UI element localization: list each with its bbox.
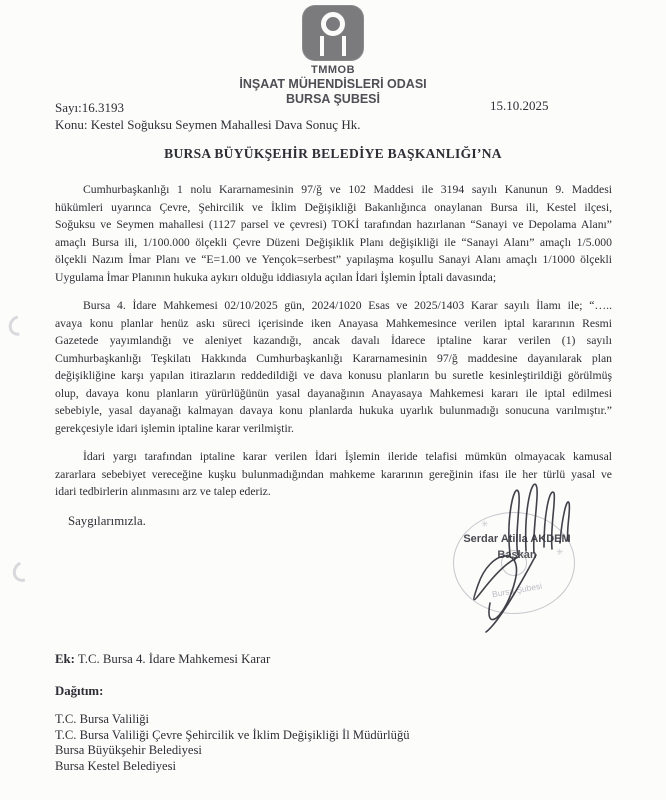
list-item: Bursa Kestel Belediyesi — [55, 758, 177, 773]
subject-line — [55, 117, 360, 133]
list-item: T.C. Bursa Valiliği Çevre Şehircilik ve İklim Değişikliği İl Müdürlüğü — [55, 727, 410, 742]
stamp-text: Bursa Şubesi — [491, 580, 543, 600]
distribution-list — [55, 712, 410, 774]
closing-salutation: Saygılarımızla. — [68, 514, 146, 528]
body-line: Soğuksu ve Seymen mahallesi (1127 parsel ve çevresi) TOKİ tarafından hazırlanan “Sanayi ve Depolama Alanı” — [55, 218, 612, 231]
body-line: amaçlı Bursa ili, 1/100.000 ölçekli Çevre Düzeni Değişiklik Planı değişikliği ile “Sanayi Alanı” amaçlı 1/5.000 — [55, 235, 612, 249]
body-line: zararlara sebebiyet vereceğine kuşku bulunmadığından mahkeme kararının gereğinin ifası ile her türlü yasal ve — [55, 467, 612, 481]
paragraph — [55, 181, 612, 286]
reference-label: Sayı: — [55, 100, 82, 115]
signer-name: Serdar Atilla AKDEM — [463, 533, 571, 545]
body-line: İdari yargı tarafından iptaline karar verilen İdari İşlemin ileride telafisi mümkün olmayacak kamusal — [83, 450, 612, 463]
org-abbreviation: TMMOB — [310, 64, 356, 76]
body-line: avaya konu planlar henüz askı süreci içerisinde iken Anayasa Mahkemesince verilen iptal kararının Resmi — [55, 316, 612, 330]
signer-title: Başkan — [497, 549, 537, 561]
list-item: Bursa Büyükşehir Belediyesi — [55, 743, 202, 758]
body-line: Cumhurbaşkanlığı Teşkilatı Hakkında Cumhurbaşkanlığı Kararnamesinin 97/ğ maddesine dayanılarak plan — [55, 351, 612, 365]
body-line: sebebiyle, yasal dayanağı kalmayan davaya konu planlarda hukuka uyarlık bulunmadığı sonucuna varılmıştır.” — [55, 404, 612, 417]
letter-body — [55, 181, 612, 512]
body-line: Uygulama İmar Planının hukuka aykırı olduğu iddiasıyla açılan İdari İşlemin İptali davasında; — [55, 270, 497, 284]
scan-smudge-mark — [5, 311, 33, 339]
body-line: değişikliğine karşı yapılan itirazların reddedildiği ve dava konusu planların bu suretle kesinleştirildiği görülmüş — [55, 369, 612, 382]
logo-slot-left — [320, 36, 324, 56]
handwritten-signature — [448, 477, 598, 637]
subject-value: Kestel Soğuksu Seymen Mahallesi Dava Sonuç Hk. — [87, 117, 361, 132]
body-line: hükümleri uyarınca Çevre, Şehircilik ve İklim Değişikliği Bakanlığınca onaylanan Bursa ili, Kestel ilçesi, — [55, 200, 612, 214]
branch-name: BURSA ŞUBESİ — [286, 92, 380, 106]
list-item: T.C. Bursa Valiliği — [55, 712, 149, 726]
scan-smudge-mark — [9, 558, 35, 585]
stamp-star-icon: ✳ — [481, 519, 489, 529]
attachment-text: T.C. Bursa 4. İdare Mahkemesi Karar — [74, 652, 271, 666]
distribution-label: Dağıtım: — [55, 684, 104, 698]
reference-number — [55, 100, 124, 116]
subject-label: Konu: — [55, 117, 88, 132]
body-line: olup, davaya konu planların yürürlüğünün yasal dayanağının Anayasaya Mahkemesi kararı ile iptal edilmesi — [55, 386, 612, 400]
stamp-star-icon: ✳ — [556, 547, 564, 557]
logo-slot-right — [342, 36, 346, 56]
recipient-title: BURSA BÜYÜKŞEHİR BELEDİYE BAŞKANLIĞI’NA — [164, 146, 502, 161]
body-line: ölçekli Nazım İmar Planı ve “E=1.00 ve Yençok=serbest” yapılaşma koşullu Sanayi Alanı amaçlı 1/1000 ölçekli — [55, 253, 612, 266]
org-name: İNŞAAT MÜHENDİSLERİ ODASI — [239, 77, 427, 91]
imo-logo-icon — [303, 6, 363, 60]
attachment-label: Ek: — [55, 652, 75, 666]
body-line: Bursa 4. İdare Mahkemesi 02/10/2025 gün, 2024/1020 Esas ve 2025/1403 Karar sayılı İlamı ile; “….. — [83, 299, 612, 312]
attachment-line — [55, 652, 270, 667]
body-line: gerekçesiyle idari işlemin iptaline karar verilmiştir. — [55, 421, 294, 435]
logo-head-ring — [321, 12, 345, 36]
body-line: idari tedbirlerin alınmasını arz ve talep ederiz. — [55, 485, 271, 498]
reference-value: 16.3193 — [81, 100, 124, 115]
body-line: Cumhurbaşkanlığı 1 nolu Kararnamesinin 97/ğ ve 102 Maddesi ile 3194 sayılı Kanunun 9. Maddesi — [83, 183, 612, 196]
letterhead — [0, 6, 666, 106]
paragraph — [55, 297, 612, 437]
letter-date: 15.10.2025 — [490, 98, 549, 113]
body-line: Gazetede yayımlandığı ve aleniyet kazandığı, ancak davalı İdarece iptaline karar verilen (1) sayılı — [55, 334, 612, 347]
